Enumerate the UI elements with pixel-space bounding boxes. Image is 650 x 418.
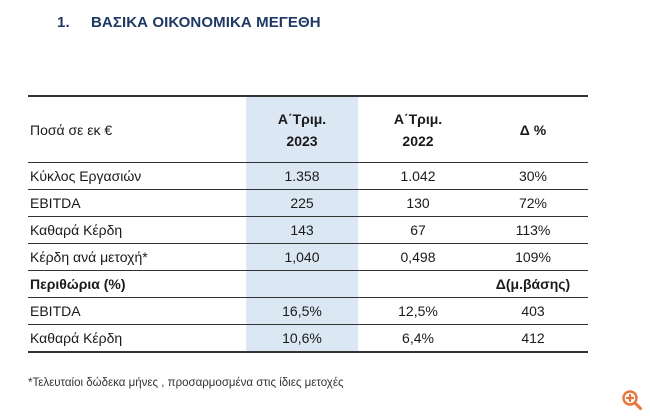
section-heading [57,14,321,31]
table-row [28,217,588,244]
margins-section-2022 [358,271,478,298]
row-2023: 1,040 [246,244,358,271]
header-2022-line2: 2022 [402,132,434,149]
header-delta [478,96,588,163]
row-2022: 67 [358,217,478,244]
row-2023: 225 [246,190,358,217]
row-label: Καθαρά Κέρδη [28,325,246,353]
footnote: *Τελευταίοι δώδεκα μήνες , προσαρμοσμένα στις ίδιες μετοχές [28,377,344,389]
row-2022: 130 [358,190,478,217]
table-row [28,190,588,217]
margins-section-2023 [246,271,358,298]
margins-delta-header: Δ(μ.βάσης) [478,271,588,298]
row-delta: 72% [478,190,588,217]
row-2022: 0,498 [358,244,478,271]
row-2022: 12,5% [358,298,478,325]
margins-section-row [28,271,588,298]
row-label: Καθαρά Κέρδη [28,217,246,244]
header-2023-line2: 2023 [286,132,318,149]
table-row [28,163,588,190]
table-header-row [28,96,588,163]
table-row [28,298,588,325]
header-label: Ποσά σε εκ € [28,96,246,163]
row-2022: 6,4% [358,325,478,353]
zoom-in-icon[interactable] [621,389,643,411]
row-2023: 16,5% [246,298,358,325]
row-delta: 403 [478,298,588,325]
row-label: EBITDA [28,298,246,325]
header-delta-label: Δ % [519,121,547,138]
header-2022 [358,96,478,163]
header-2022-line1: Α΄Τριμ. [393,110,443,127]
row-2023: 1.358 [246,163,358,190]
row-2022: 1.042 [358,163,478,190]
table-row [28,244,588,271]
row-label: EBITDA [28,190,246,217]
row-delta: 113% [478,217,588,244]
row-2023: 143 [246,217,358,244]
section-title: ΒΑΣΙΚΑ ΟΙΚΟΝΟΜΙΚΑ ΜΕΓΕΘΗ [91,14,321,31]
margins-section-label: Περιθώρια (%) [28,271,246,298]
section-number: 1. [57,14,70,31]
row-delta: 109% [478,244,588,271]
row-2023: 10,6% [246,325,358,353]
row-delta: 412 [478,325,588,353]
header-2023-line1: Α΄Τριμ. [277,110,327,127]
financials-table [28,95,588,353]
row-label: Κέρδη ανά μετοχή* [28,244,246,271]
row-label: Κύκλος Εργασιών [28,163,246,190]
header-2023 [246,96,358,163]
table-row [28,325,588,353]
row-delta: 30% [478,163,588,190]
